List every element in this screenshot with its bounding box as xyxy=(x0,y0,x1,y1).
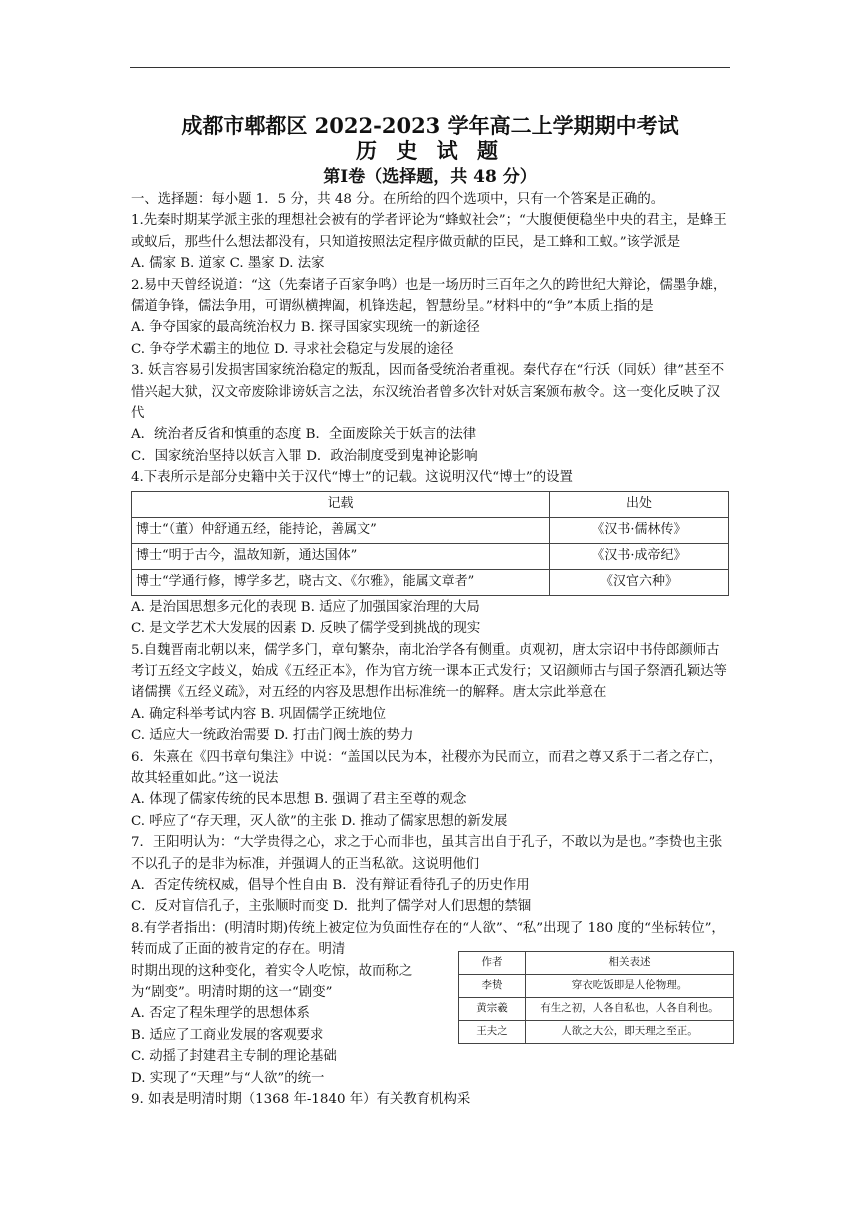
table-cell: 博士“学通行修，博学多艺，晓古文、《尔雅》，能属文章者” xyxy=(132,569,550,595)
q5-options-ab: A. 确定科举考试内容 B. 巩固儒学正统地位 xyxy=(131,706,387,722)
table-cell: 人欲之大公，即天理之至正。 xyxy=(526,1020,734,1043)
q6-options-cd: C. 呼应了“存天理，灭人欲”的主张 D. 推动了儒家思想的新发展 xyxy=(131,813,508,829)
q8-stem: 8.有学者指出：(明清时期)传统上被定位为负面性存在的“人欲”、“私”出现了 180 度的“坐标转位”，转而成了正面的被肯定的存在。明清 xyxy=(131,920,725,958)
q8-stem-continued: 时期出现的这种变化，着实令人吃惊，故而称之 xyxy=(131,963,413,979)
q4-table xyxy=(131,491,729,596)
table-header: 相关表述 xyxy=(526,951,734,974)
q3-options-ab: A．统治者反省和慎重的态度 B．全面废除关于妖言的法律 xyxy=(131,427,477,443)
table-row xyxy=(459,997,734,1020)
exam-title: 成都市郫都区 2022-2023 学年高二上学期期中考试 xyxy=(181,113,679,138)
q8-stem-continued: 为“剧变”。明清时期的这一“剧变” xyxy=(131,985,333,1000)
table-header-row xyxy=(132,491,729,517)
table-row xyxy=(132,569,729,595)
q6-stem: 6．朱熹在《四书章句集注》中说：“盖国以民为本，社稷亦为民而立，而君之尊又系于二者之存亡，故其轻重如此。”这一说法 xyxy=(131,749,723,786)
q1-stem: 1.先秦时期某学派主张的理想社会被有的学者评论为“蜂蚁社会”；“大腹便便稳坐中央的君主，是蜂王或蚁后，那些什么想法都没有，只知道按照法定程序做贡献的臣民，是工蜂和工蚁。”该学派是 xyxy=(131,213,727,250)
table-cell: 李贽 xyxy=(459,974,526,997)
table-cell: 有生之初，人各自私也，人各自利也。 xyxy=(526,997,734,1020)
q2-stem: 2.易中天曾经说道：“这（先秦诸子百家争鸣）也是一场历时三百年之久的跨世纪大辩论，儒墨争雄，儒道争锋，儒法争用，可谓纵横捭阖，机锋迭起，智慧纷呈。”材料中的“争”本质上指的是 xyxy=(131,277,727,315)
q8-option-d: D. 实现了“天理”与“人欲”的统一 xyxy=(131,1070,325,1086)
table-header-row xyxy=(459,951,734,974)
q3-stem: 3. 妖言容易引发损害国家统治稳定的叛乱，因而备受统治者重视。秦代存在“行沃（同妖）律”甚至不惜兴起大狱，汉文帝废除诽谤妖言之法，东汉统治者曾多次针对妖言案颁布赦令。这一变化反映了汉代 xyxy=(131,363,725,422)
q8-option-b: B. 适应了工商业发展的客观要求 xyxy=(131,1027,324,1043)
q9-stem: 9. 如表是明清时期（1368 年-1840 年）有关教育机构采 xyxy=(131,1092,471,1108)
table-cell: 《汉书·成帝纪》 xyxy=(550,543,729,569)
q6-options-ab: A. 体现了儒家传统的民本思想 B. 强调了君主至尊的观念 xyxy=(131,792,467,808)
table-cell: 黄宗羲 xyxy=(459,997,526,1020)
q2-options-cd: C. 争夺学术霸主的地位 D. 寻求社会稳定与发展的途径 xyxy=(131,341,454,357)
q2-options-ab: A. 争夺国家的最高统治权力 B. 探寻国家实现统一的新途径 xyxy=(131,320,480,336)
table-cell: 穿衣吃饭即是人伦物理。 xyxy=(526,974,734,997)
q1-options: A. 儒家 B. 道家 C. 墨家 D. 法家 xyxy=(131,256,325,272)
table-cell: 博士“（董）仲舒通五经，能持论，善属文” xyxy=(132,517,550,543)
header-rule xyxy=(130,67,730,68)
q5-options-cd: C. 适应大一统政治需要 D. 打击门阀士族的势力 xyxy=(131,728,414,744)
q4-options-cd: C. 是文学艺术大发展的因素 D. 反映了儒学受到挑战的现实 xyxy=(131,621,481,637)
table-row xyxy=(459,1020,734,1043)
q4-options-ab: A. 是治国思想多元化的表现 B. 适应了加强国家治理的大局 xyxy=(131,599,480,615)
table-row xyxy=(459,974,734,997)
q5-stem: 5.自魏晋南北朝以来，儒学多门，章句繁杂，南北治学各有侧重。贞观初，唐太宗诏中书侍郎颜师古考订五经文字歧义，始成《五经正本》，作为官方统一课本正式发行；又诏颜师古与国子祭酒孔颖达等诸儒撰《五经义疏》，对五经的内容及思想作出标准统一的解释。唐太宗此举意在 xyxy=(131,642,727,701)
q8-table xyxy=(458,951,734,1044)
table-row xyxy=(132,543,729,569)
subject-title: 历 史 试 题 xyxy=(356,138,504,163)
instructions: 一、选择题：每小题 1．5 分，共 48 分。在所给的四个选项中，只有一个答案是正确的。 xyxy=(131,192,665,207)
table-header: 作者 xyxy=(459,951,526,974)
question-body xyxy=(131,189,729,1110)
table-header: 记载 xyxy=(132,491,550,517)
table-row xyxy=(132,517,729,543)
q8-option-a: A. 否定了程朱理学的思想体系 xyxy=(131,1006,310,1022)
table-header: 出处 xyxy=(550,491,729,517)
q8-option-c: C. 动摇了封建君主专制的理论基础 xyxy=(131,1049,337,1065)
q7-options-ab: A．否定传统权威，倡导个性自由 B．没有辩证看待孔子的历史作用 xyxy=(131,877,530,893)
table-cell: 王夫之 xyxy=(459,1020,526,1043)
q7-options-cd: C．反对盲信孔子，主张顺时而变 D．批判了儒学对人们思想的禁锢 xyxy=(131,899,532,915)
q3-options-cd: C．国家统治坚持以妖言入罪 D．政治制度受到鬼神论影响 xyxy=(131,448,478,464)
section-title: 第Ⅰ卷（选择题，共 48 分） xyxy=(323,167,537,187)
q4-stem: 4.下表所示是部分史籍中关于汉代“博士”的记载。这说明汉代“博士”的设置 xyxy=(131,470,573,486)
table-cell: 《汉官六种》 xyxy=(550,569,729,595)
q8-block xyxy=(131,918,729,1089)
table-cell: 博士“明于古今，温故知新，通达国体” xyxy=(132,543,550,569)
table-cell: 《汉书·儒林传》 xyxy=(550,517,729,543)
q7-stem: 7．王阳明认为：“大学贵得之心，求之于心而非也，虽其言出自于孔子，不敢以为是也。”李贽也主张不以孔子的是非为标准，并强调人的正当私欲。这说明他们 xyxy=(131,835,723,872)
